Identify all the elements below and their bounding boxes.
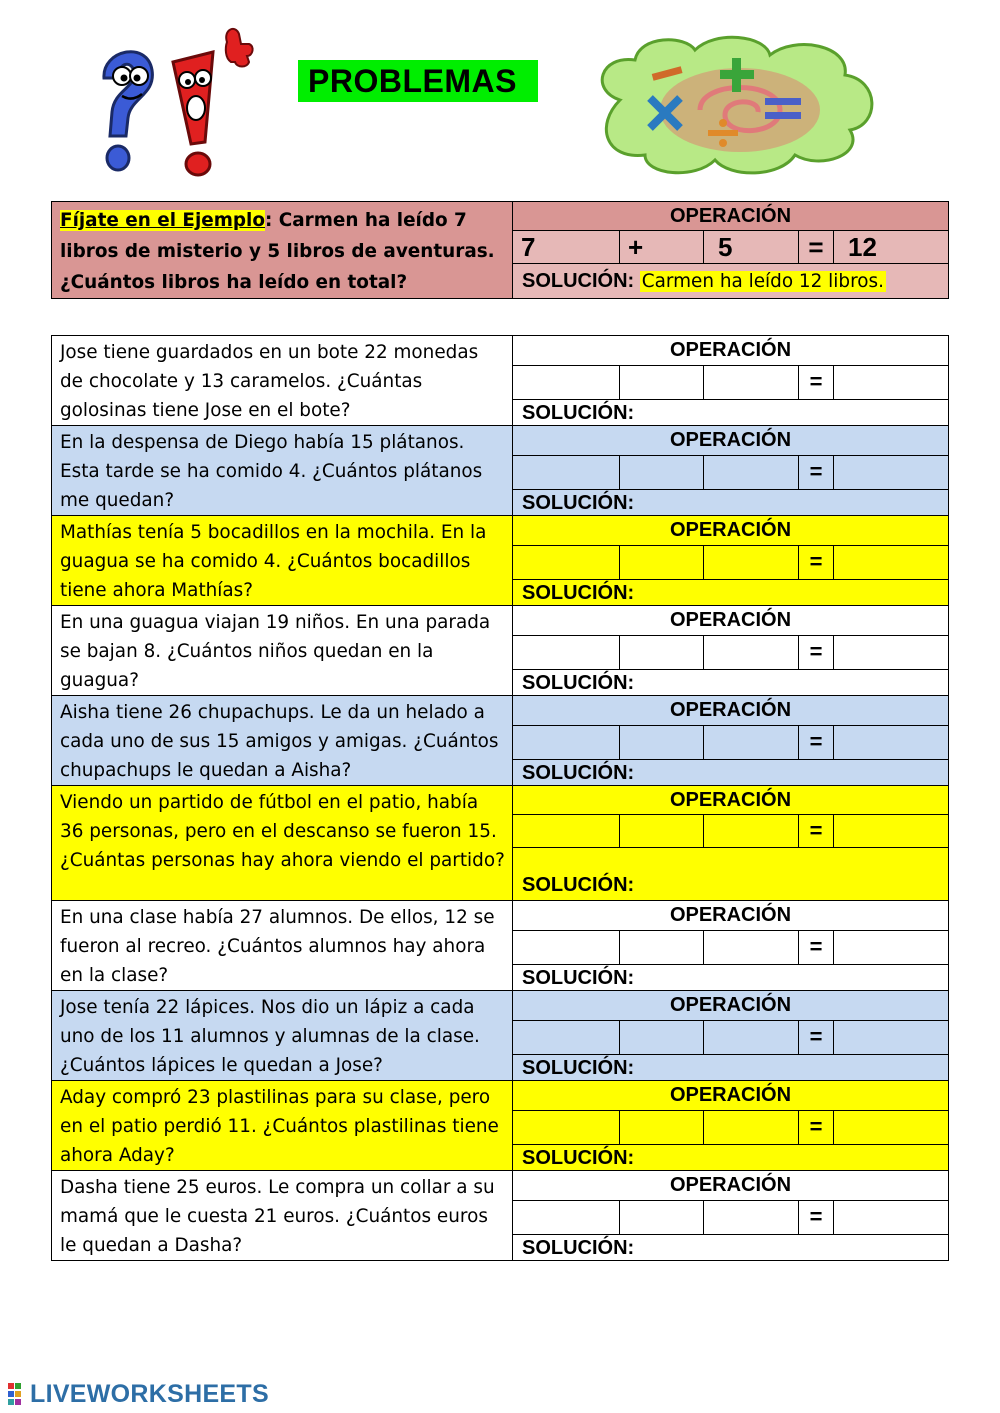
solution-field[interactable]: [513, 1145, 949, 1171]
problem-question: Aisha tiene 26 chupachups. Le da un helado a cada uno de sus 15 amigos y amigas. ¿Cuántos chupachups le quedan a Aisha?: [52, 696, 513, 786]
operation-header: OPERACIÓN: [513, 1171, 949, 1201]
operation-header: OPERACIÓN: [513, 991, 949, 1021]
result-input[interactable]: [834, 1111, 949, 1145]
result-input[interactable]: [834, 815, 949, 848]
result-input[interactable]: [834, 636, 949, 670]
solution-field[interactable]: [513, 760, 949, 786]
operand2-input[interactable]: [704, 1021, 799, 1055]
operation-header: OPERACIÓN: [513, 606, 949, 636]
result-input[interactable]: [834, 456, 949, 490]
operation-header: OPERACIÓN: [513, 696, 949, 726]
operand1-input[interactable]: [513, 1111, 620, 1145]
solution-label: SOLUCIÓN:: [522, 874, 635, 896]
equals-sign: =: [799, 636, 834, 670]
operand1-input[interactable]: [513, 815, 620, 848]
operation-header: OPERACIÓN: [513, 426, 949, 456]
operator-input[interactable]: [620, 931, 704, 965]
solution-label: SOLUCIÓN:: [522, 967, 635, 989]
equals-sign: =: [799, 726, 834, 760]
solution-label: SOLUCIÓN:: [522, 1237, 635, 1259]
solution-field[interactable]: [513, 1055, 949, 1081]
operand2-input[interactable]: [704, 1201, 799, 1235]
example-result: 12: [834, 231, 949, 264]
operator-input[interactable]: [620, 726, 704, 760]
problem-question: En una guagua viajan 19 niños. En una parada se bajan 8. ¿Cuántos niños quedan en la guagua?: [52, 606, 513, 696]
operation-header: OPERACIÓN: [513, 1081, 949, 1111]
problem-question: Mathías tenía 5 bocadillos en la mochila. En la guagua se ha comido 4. ¿Cuántos bocadillos tiene ahora Mathías?: [52, 516, 513, 606]
operator-input[interactable]: [620, 815, 704, 848]
liveworksheets-logo-icon: [8, 1383, 28, 1405]
operand1-input[interactable]: [513, 636, 620, 670]
operand1-input[interactable]: [513, 366, 620, 400]
problem-question: Aday compró 23 plastilinas para su clase, pero en el patio perdió 11. ¿Cuántos plastilinas tiene ahora Aday?: [52, 1081, 513, 1171]
solution-label: SOLUCIÓN:: [522, 492, 635, 514]
problem-question: En una clase había 27 alumnos. De ellos, 12 se fueron al recreo. ¿Cuántos alumnos hay ahora en la clase?: [52, 901, 513, 991]
operand2-input[interactable]: [704, 366, 799, 400]
equals-sign: =: [799, 456, 834, 490]
operator-input[interactable]: [620, 1111, 704, 1145]
example-question: [52, 202, 513, 299]
operator-input[interactable]: [620, 366, 704, 400]
operand2-input[interactable]: [704, 726, 799, 760]
solution-label: SOLUCIÓN:: [522, 1057, 635, 1079]
operand2-input[interactable]: [704, 1111, 799, 1145]
operator-input[interactable]: [620, 636, 704, 670]
operand2-input[interactable]: [704, 931, 799, 965]
example-solution-label: SOLUCIÓN:: [522, 269, 635, 292]
result-input[interactable]: [834, 931, 949, 965]
solution-label: SOLUCIÓN:: [522, 582, 635, 604]
solution-label: SOLUCIÓN:: [522, 762, 635, 784]
result-input[interactable]: [834, 366, 949, 400]
solution-field[interactable]: [513, 400, 949, 426]
page-title: PROBLEMAS: [298, 60, 538, 102]
solution-label: SOLUCIÓN:: [522, 1147, 635, 1169]
solution-label: SOLUCIÓN:: [522, 672, 635, 694]
example-prefix: Fíjate en el Ejemplo: [60, 210, 265, 231]
operand1-input[interactable]: [513, 726, 620, 760]
solution-field[interactable]: [513, 670, 949, 696]
example-solution-text: Carmen ha leído 12 libros.: [641, 270, 884, 292]
operator-input[interactable]: [620, 1021, 704, 1055]
operator-input[interactable]: [620, 456, 704, 490]
equals-sign: =: [799, 366, 834, 400]
operand1-input[interactable]: [513, 1021, 620, 1055]
solution-field[interactable]: [513, 965, 949, 991]
result-input[interactable]: [834, 546, 949, 580]
example-operand1: 7: [513, 231, 620, 264]
result-input[interactable]: [834, 1201, 949, 1235]
operator-input[interactable]: [620, 1201, 704, 1235]
example-problem-table: [51, 201, 949, 299]
operand2-input[interactable]: [704, 636, 799, 670]
solution-field[interactable]: [513, 1235, 949, 1261]
solution-label: SOLUCIÓN:: [522, 402, 635, 424]
solution-field[interactable]: [513, 580, 949, 606]
problems-table: [51, 335, 949, 1261]
exclamation-mark-character-icon: [165, 22, 260, 182]
example-solution: [513, 264, 949, 299]
problem-question: Dasha tiene 25 euros. Le compra un collar a su mamá que le cuesta 21 euros. ¿Cuántos euros le quedan a Dasha?: [52, 1171, 513, 1261]
operand1-input[interactable]: [513, 456, 620, 490]
equals-sign: =: [799, 815, 834, 848]
operand1-input[interactable]: [513, 546, 620, 580]
operation-header: OPERACIÓN: [513, 336, 949, 366]
problem-question: Viendo un partido de fútbol en el patio, había 36 personas, pero en el descanso se fueron 15. ¿Cuántas personas hay ahora viendo el partido?: [52, 786, 513, 901]
operand2-input[interactable]: [704, 815, 799, 848]
equals-sign: =: [799, 1021, 834, 1055]
operator-input[interactable]: [620, 546, 704, 580]
solution-field[interactable]: [513, 490, 949, 516]
equals-sign: =: [799, 931, 834, 965]
result-input[interactable]: [834, 726, 949, 760]
operand2-input[interactable]: [704, 456, 799, 490]
operation-header: OPERACIÓN: [513, 901, 949, 931]
solution-field[interactable]: [513, 848, 949, 901]
equals-sign: =: [799, 1201, 834, 1235]
operand1-input[interactable]: [513, 931, 620, 965]
example-operand2: 5: [704, 231, 799, 264]
operation-header: OPERACIÓN: [513, 786, 949, 815]
example-operation-header: OPERACIÓN: [513, 202, 949, 231]
problem-question: Jose tiene guardados en un bote 22 monedas de chocolate y 13 caramelos. ¿Cuántas golosinas tiene Jose en el bote?: [52, 336, 513, 426]
example-operator: +: [620, 231, 704, 264]
equals-sign: =: [799, 1111, 834, 1145]
example-equals: =: [799, 231, 834, 264]
operation-header: OPERACIÓN: [513, 516, 949, 546]
footer-brand: [8, 1380, 269, 1409]
operand1-input[interactable]: [513, 1201, 620, 1235]
result-input[interactable]: [834, 1021, 949, 1055]
footer-brand-text: LIVEWORKSHEETS: [30, 1380, 269, 1408]
problem-question: Jose tenía 22 lápices. Nos dio un lápiz a cada uno de los 11 alumnos y alumnas de la clase. ¿Cuántos lápices le quedan a Jose?: [52, 991, 513, 1081]
problem-question: En la despensa de Diego había 15 plátanos. Esta tarde se ha comido 4. ¿Cuántos plátanos me quedan?: [52, 426, 513, 516]
equals-sign: =: [799, 546, 834, 580]
operand2-input[interactable]: [704, 546, 799, 580]
math-symbols-cloud-icon: [580, 30, 885, 180]
example-question-text: : Carmen ha leído 7 libros de misterio y 5 libros de aventuras. ¿Cuántos libros ha leído en total?: [60, 210, 495, 293]
question-mark-character-icon: [92, 40, 164, 175]
